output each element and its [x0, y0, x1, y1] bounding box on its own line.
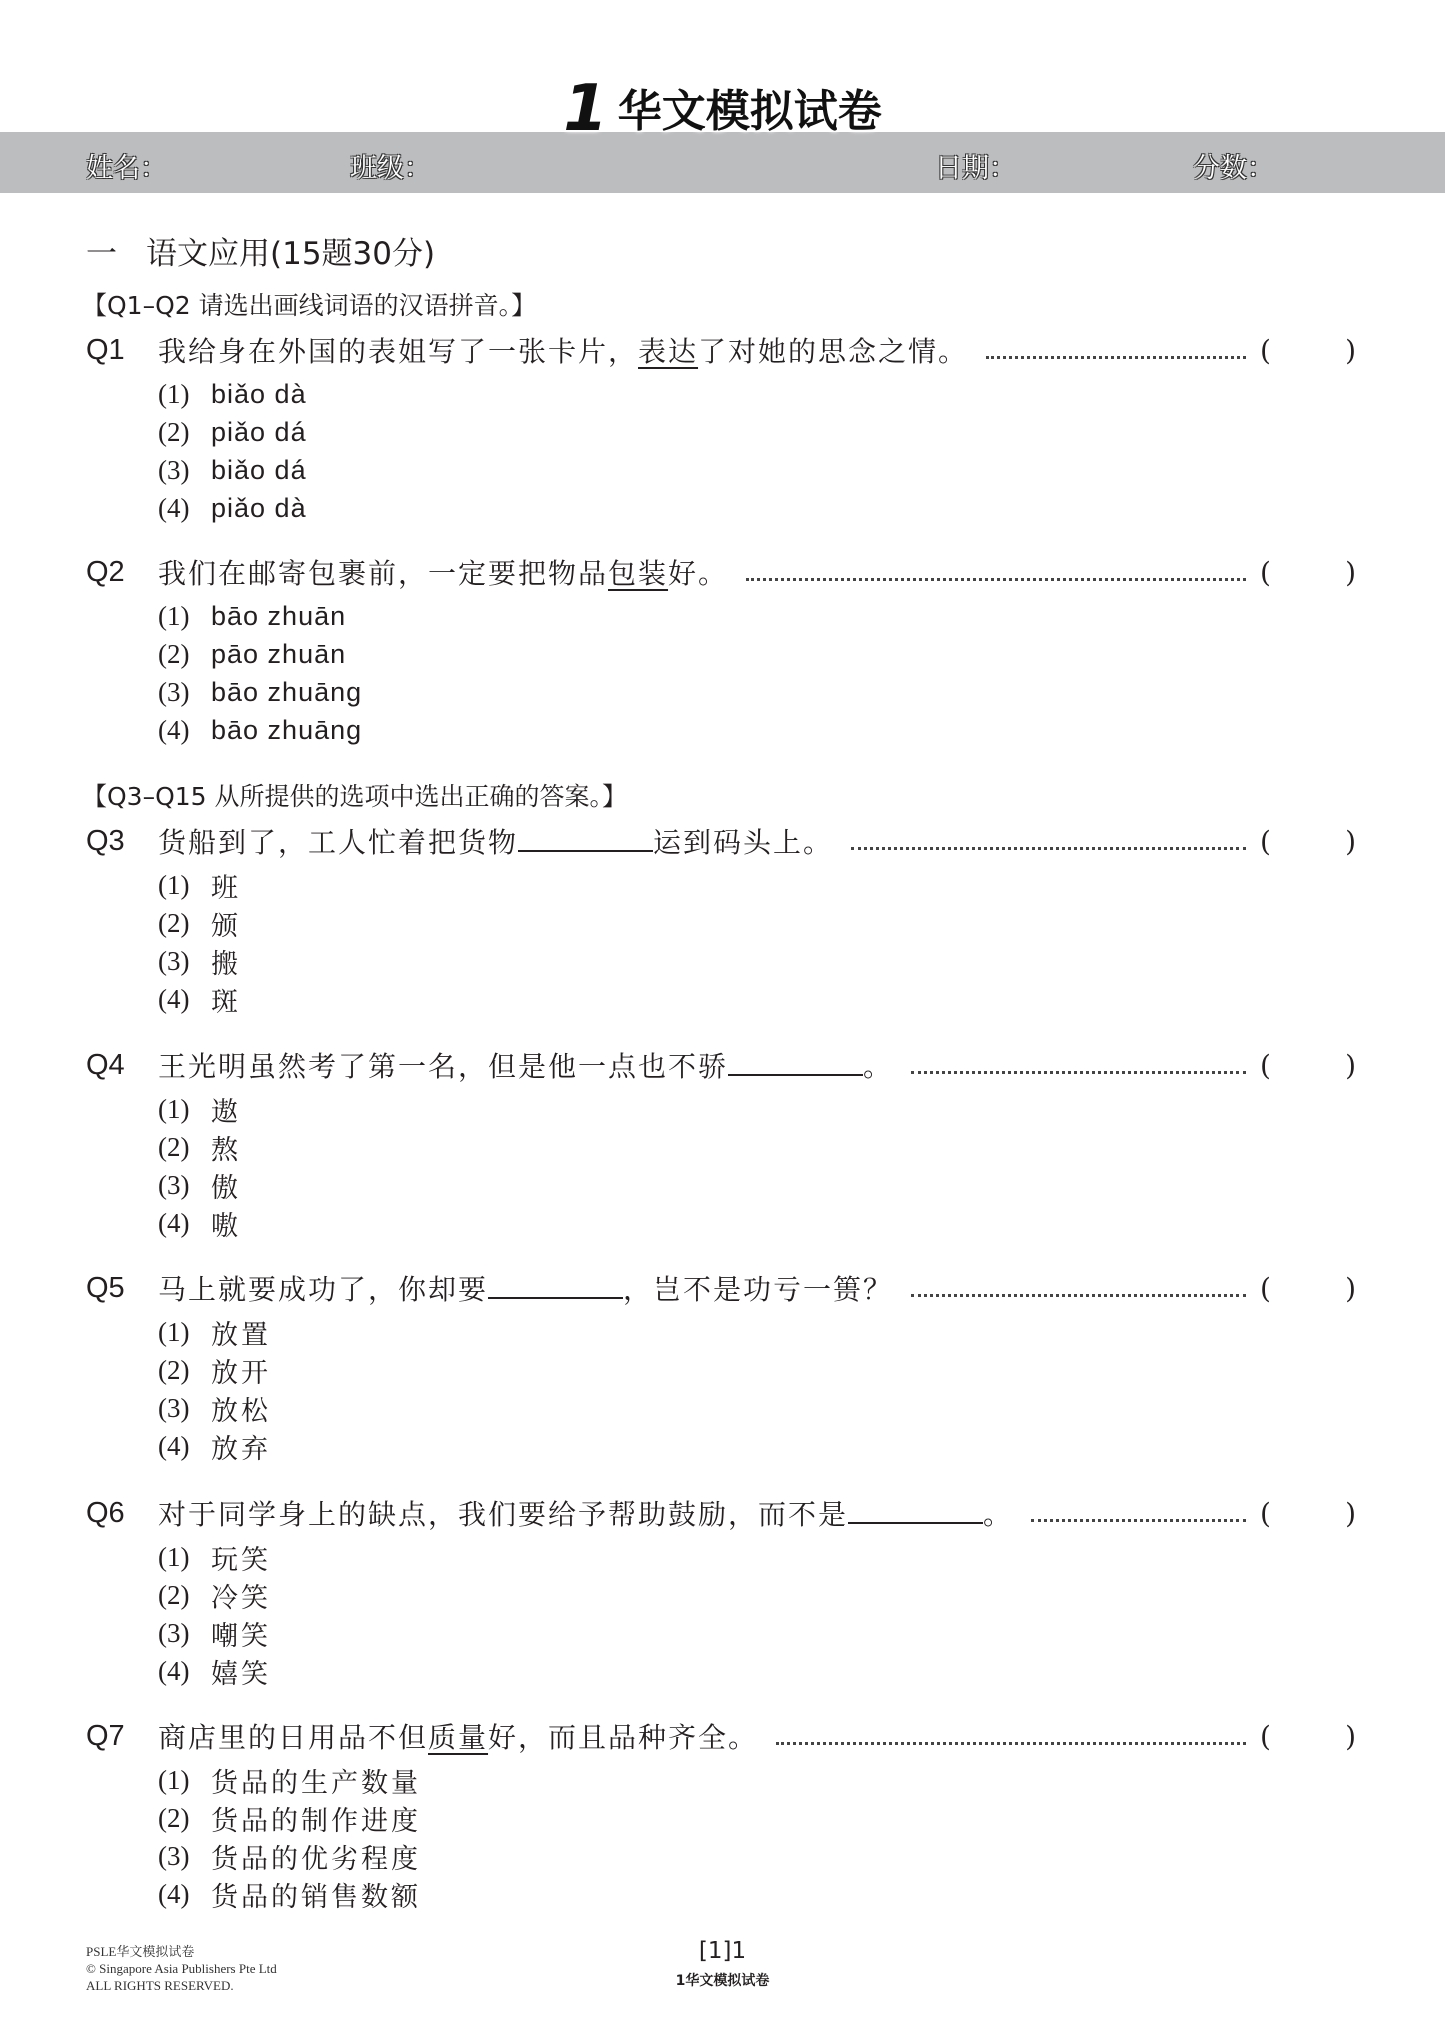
- option-3[interactable]: [158, 1167, 241, 1203]
- answer-paren-close: ): [1345, 1719, 1356, 1753]
- option-number: (2): [158, 1802, 190, 1833]
- option-text: 冷笑: [211, 1582, 271, 1614]
- option-number: (2): [158, 638, 190, 669]
- option-number: (3): [158, 945, 190, 976]
- question-label: Q2: [86, 555, 125, 588]
- answer-paren-open: (: [1260, 824, 1271, 858]
- answer-paren-close: ): [1345, 824, 1356, 858]
- option-number: (1): [158, 378, 190, 409]
- option-text: 遨: [211, 1096, 241, 1128]
- option-2[interactable]: [158, 636, 346, 672]
- question-text: [158, 552, 728, 592]
- question-4: [86, 1045, 1356, 1085]
- title-text: 华文模拟试卷: [617, 86, 882, 137]
- option-text: pāo zhuān: [211, 638, 347, 669]
- question-text-before: 我给身在外国的表姐写了一张卡片，: [158, 335, 639, 368]
- option-4[interactable]: [158, 981, 241, 1017]
- option-1[interactable]: [158, 1091, 241, 1127]
- dotted-leader: [1031, 1505, 1246, 1522]
- option-3[interactable]: [158, 943, 241, 979]
- option-2[interactable]: [158, 414, 307, 450]
- dotted-leader: [911, 1057, 1246, 1074]
- answer-paren-open: (: [1260, 1496, 1271, 1530]
- option-number: (3): [158, 676, 190, 707]
- option-text: 玩笑: [211, 1544, 271, 1576]
- option-text: 斑: [211, 986, 241, 1018]
- option-text: 熬: [211, 1134, 241, 1166]
- dotted-leader: [746, 564, 1246, 581]
- option-number: (4): [158, 714, 190, 745]
- answer-paren-open: (: [1260, 1719, 1271, 1753]
- dotted-leader: [851, 833, 1246, 850]
- option-text: bāo zhuān: [211, 600, 347, 631]
- option-2[interactable]: [158, 1129, 241, 1165]
- answer-paren-open: (: [1260, 1271, 1271, 1305]
- question-text-before: 货船到了，工人忙着把货物: [158, 826, 519, 859]
- option-2[interactable]: [158, 1352, 271, 1388]
- option-number: (2): [158, 1354, 190, 1385]
- underlined-word: 表达: [638, 335, 699, 368]
- option-4[interactable]: [158, 1428, 271, 1464]
- underlined-word: 包装: [608, 557, 669, 590]
- option-number: (1): [158, 1541, 190, 1572]
- option-2[interactable]: [158, 1577, 271, 1613]
- option-number: (2): [158, 416, 190, 447]
- answer-box[interactable]: [1260, 825, 1356, 858]
- question-text-after: 。: [863, 1050, 894, 1083]
- question-7: [86, 1716, 1356, 1756]
- section-title: 语文应用(15题30分): [146, 236, 436, 272]
- option-number: (4): [158, 983, 190, 1014]
- option-1[interactable]: [158, 376, 307, 412]
- answer-paren-close: ): [1345, 555, 1356, 589]
- question-text-before: 王光明虽然考了第一名，但是他一点也不骄: [158, 1050, 729, 1083]
- answer-paren-close: ): [1345, 1271, 1356, 1305]
- question-1: [86, 330, 1356, 370]
- question-text-before: 商店里的日用品不但: [158, 1721, 429, 1754]
- answer-blank: [488, 1271, 623, 1299]
- option-number: (1): [158, 1093, 190, 1124]
- question-label: Q7: [86, 1719, 125, 1752]
- answer-paren-close: ): [1345, 1496, 1356, 1530]
- section-number: 一: [86, 236, 117, 272]
- option-4[interactable]: [158, 712, 362, 748]
- option-4[interactable]: [158, 1205, 241, 1241]
- option-text: 放松: [211, 1395, 271, 1427]
- option-2[interactable]: [158, 1800, 421, 1836]
- page-number: [1]1: [698, 1938, 747, 1964]
- option-number: (3): [158, 1617, 190, 1648]
- answer-box[interactable]: [1260, 334, 1356, 367]
- score-field-label: 分数：: [1193, 153, 1274, 184]
- instruction-q1-q2: 【Q1–Q2 请选出画线词语的汉语拼音。】: [82, 291, 537, 320]
- section-heading: [86, 228, 435, 273]
- dotted-leader: [776, 1728, 1246, 1745]
- option-number: (4): [158, 492, 190, 523]
- option-text: 货品的优劣程度: [211, 1843, 421, 1875]
- question-text-after: ，岂不是功亏一篑？: [623, 1273, 894, 1306]
- footer-logo: 1华文模拟试卷: [675, 1973, 770, 1989]
- answer-paren-close: ): [1345, 333, 1356, 367]
- question-text-before: 马上就要成功了，你却要: [158, 1273, 489, 1306]
- footer-copyright: © Singapore Asia Publishers Pte Ltd: [86, 1961, 277, 1976]
- option-text: 货品的销售数额: [211, 1881, 421, 1913]
- answer-box[interactable]: [1260, 1049, 1356, 1082]
- dotted-leader: [911, 1280, 1246, 1297]
- option-number: (2): [158, 907, 190, 938]
- question-text: [158, 1268, 893, 1308]
- underlined-word: 质量: [428, 1721, 489, 1754]
- option-number: (4): [158, 1207, 190, 1238]
- answer-box[interactable]: [1260, 1272, 1356, 1305]
- question-6: [86, 1493, 1356, 1533]
- question-text-before: 我们在邮寄包裹前，一定要把物品: [158, 557, 609, 590]
- name-field-label: 姓名：: [86, 153, 167, 184]
- title-number: 1: [563, 72, 608, 146]
- option-3[interactable]: [158, 452, 307, 488]
- option-number: (1): [158, 1316, 190, 1347]
- answer-box[interactable]: [1260, 1720, 1356, 1753]
- option-3[interactable]: [158, 674, 362, 710]
- question-3: [86, 821, 1356, 861]
- answer-blank: [848, 1496, 983, 1524]
- answer-blank: [728, 1048, 863, 1076]
- option-number: (3): [158, 1169, 190, 1200]
- dotted-leader: [986, 342, 1246, 359]
- option-4[interactable]: [158, 1876, 421, 1912]
- option-number: (4): [158, 1878, 190, 1909]
- option-text: biǎo dà: [211, 378, 307, 409]
- option-text: 颁: [211, 910, 241, 942]
- paper-title: [0, 72, 1445, 146]
- answer-box[interactable]: [1260, 556, 1356, 589]
- question-label: Q4: [86, 1048, 125, 1081]
- instruction-q3-q15: 【Q3–Q15 从所提供的选项中选出正确的答案。】: [82, 782, 628, 811]
- footer-rights: ALL RIGHTS RESERVED.: [86, 1978, 234, 1993]
- question-text: [158, 330, 968, 370]
- question-text-before: 对于同学身上的缺点，我们要给予帮助鼓励，而不是: [158, 1498, 849, 1531]
- option-text: 货品的生产数量: [211, 1767, 421, 1799]
- option-text: 放弃: [211, 1433, 271, 1465]
- option-2[interactable]: [158, 905, 241, 941]
- option-number: (2): [158, 1579, 190, 1610]
- option-text: 放置: [211, 1319, 271, 1351]
- option-text: piǎo dà: [211, 492, 307, 523]
- answer-paren-open: (: [1260, 555, 1271, 589]
- option-text: 班: [211, 872, 241, 904]
- option-1[interactable]: [158, 598, 346, 634]
- answer-paren-open: (: [1260, 333, 1271, 367]
- question-text-after: 好。: [668, 557, 729, 590]
- question-text: [158, 1493, 1013, 1533]
- question-text: [158, 1045, 893, 1085]
- option-number: (1): [158, 600, 190, 631]
- question-label: Q1: [86, 333, 125, 366]
- option-text: bāo zhuāng: [211, 714, 363, 745]
- question-5: [86, 1268, 1356, 1308]
- option-number: (3): [158, 1392, 190, 1423]
- option-text: 搬: [211, 948, 241, 980]
- question-label: Q5: [86, 1271, 125, 1304]
- option-4[interactable]: [158, 490, 307, 526]
- option-3[interactable]: [158, 1838, 421, 1874]
- option-text: piǎo dá: [211, 416, 307, 447]
- option-text: 货品的制作进度: [211, 1805, 421, 1837]
- option-text: 嬉笑: [211, 1658, 271, 1690]
- option-number: (2): [158, 1131, 190, 1162]
- option-text: 嗷: [211, 1210, 241, 1242]
- answer-box[interactable]: [1260, 1497, 1356, 1530]
- question-text-after: 了对她的思念之情。: [698, 335, 969, 368]
- option-text: 放开: [211, 1357, 271, 1389]
- footer-book-title: PSLE华文模拟试卷: [86, 1944, 195, 1959]
- question-label: Q3: [86, 824, 125, 857]
- question-label: Q6: [86, 1496, 125, 1529]
- option-1[interactable]: [158, 1762, 421, 1798]
- option-3[interactable]: [158, 1615, 271, 1651]
- option-number: (1): [158, 869, 190, 900]
- question-2: [86, 552, 1356, 592]
- question-text-after: 运到码头上。: [653, 826, 834, 859]
- option-1[interactable]: [158, 867, 241, 903]
- option-number: (4): [158, 1655, 190, 1686]
- option-text: biǎo dá: [211, 454, 307, 485]
- answer-paren-open: (: [1260, 1048, 1271, 1082]
- question-text-after: 。: [983, 1498, 1014, 1531]
- option-number: (4): [158, 1430, 190, 1461]
- answer-blank: [518, 824, 653, 852]
- option-number: (3): [158, 1840, 190, 1871]
- option-1[interactable]: [158, 1314, 271, 1350]
- question-text: [158, 1716, 758, 1756]
- option-number: (1): [158, 1764, 190, 1795]
- date-field-label: 日期：: [935, 153, 1016, 184]
- option-1[interactable]: [158, 1539, 271, 1575]
- option-3[interactable]: [158, 1390, 271, 1426]
- option-4[interactable]: [158, 1653, 271, 1689]
- question-text-after: 好，而且品种齐全。: [488, 1721, 759, 1754]
- answer-paren-close: ): [1345, 1048, 1356, 1082]
- class-field-label: 班级：: [350, 153, 431, 184]
- option-text: 嘲笑: [211, 1620, 271, 1652]
- option-text: bāo zhuāng: [211, 676, 363, 707]
- option-number: (3): [158, 454, 190, 485]
- question-text: [158, 821, 833, 861]
- option-text: 傲: [211, 1172, 241, 1204]
